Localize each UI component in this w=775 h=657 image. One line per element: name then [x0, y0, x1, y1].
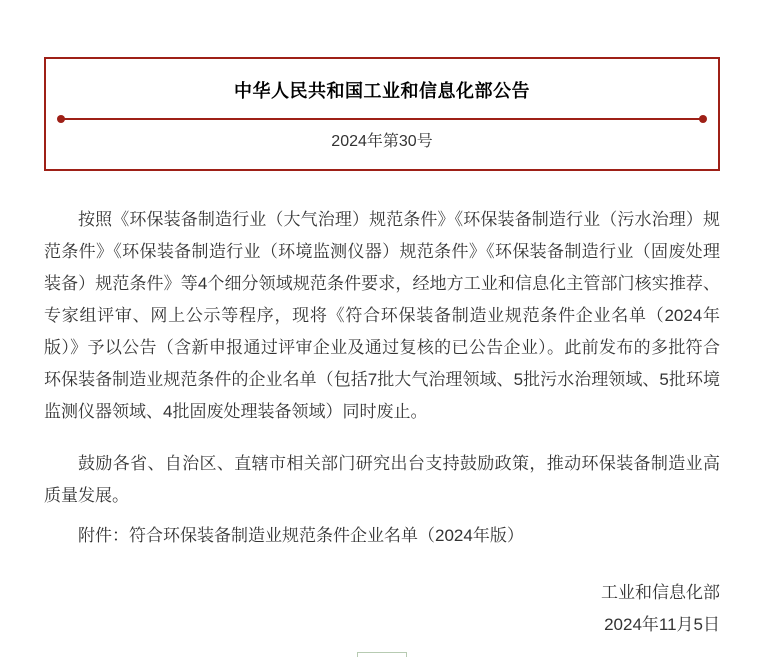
attachment-line [44, 520, 720, 552]
header-divider-line [60, 118, 704, 120]
announcement-title: 中华人民共和国工业和信息化部公告 [234, 81, 530, 101]
announcement-content [44, 204, 720, 641]
body-paragraph-1: 按照《环保装备制造行业（大气治理）规范条件》《环保装备制造行业（污水治理）规范条件》《环保装备制造行业（环境监测仪器）规范条件》《环保装备制造行业（固废处理装备）规范条件》等4个细分领域规范条件要求，经地方工业和信息化主管部门核实推荐、专家组评审、网上公示等程序，现将《符合环保装备制造业规范条件企业名单（2024年版）》予以公告（含新申报通过评审企业及通过复核的已公告企业）。此前发布的多批符合环保装备制造业规范条件的企业名单（包括7批大气治理领域、5批污水治理领域、5批环境监测仪器领域、4批固废处理装备领域）同时废止。 [44, 210, 720, 421]
signature-issuer: 工业和信息化部 [601, 583, 720, 602]
body-paragraph-2: 鼓励各省、自治区、直辖市相关部门研究出台支持鼓励政策，推动环保装备制造业高质量发展。 [44, 454, 720, 505]
attachment-preview-cutoff-box [357, 652, 407, 657]
divider-dot-left-icon [57, 115, 65, 123]
attachment-link[interactable]: 符合环保装备制造业规范条件企业名单（2024年版） [129, 526, 524, 545]
signature-date: 2024年11月5日 [604, 615, 720, 634]
signature-block [44, 577, 720, 641]
attachment-label: 附件： [78, 526, 129, 545]
divider-dot-right-icon [699, 115, 707, 123]
announcement-header-box [44, 57, 720, 171]
issue-number: 2024年第30号 [331, 133, 433, 150]
